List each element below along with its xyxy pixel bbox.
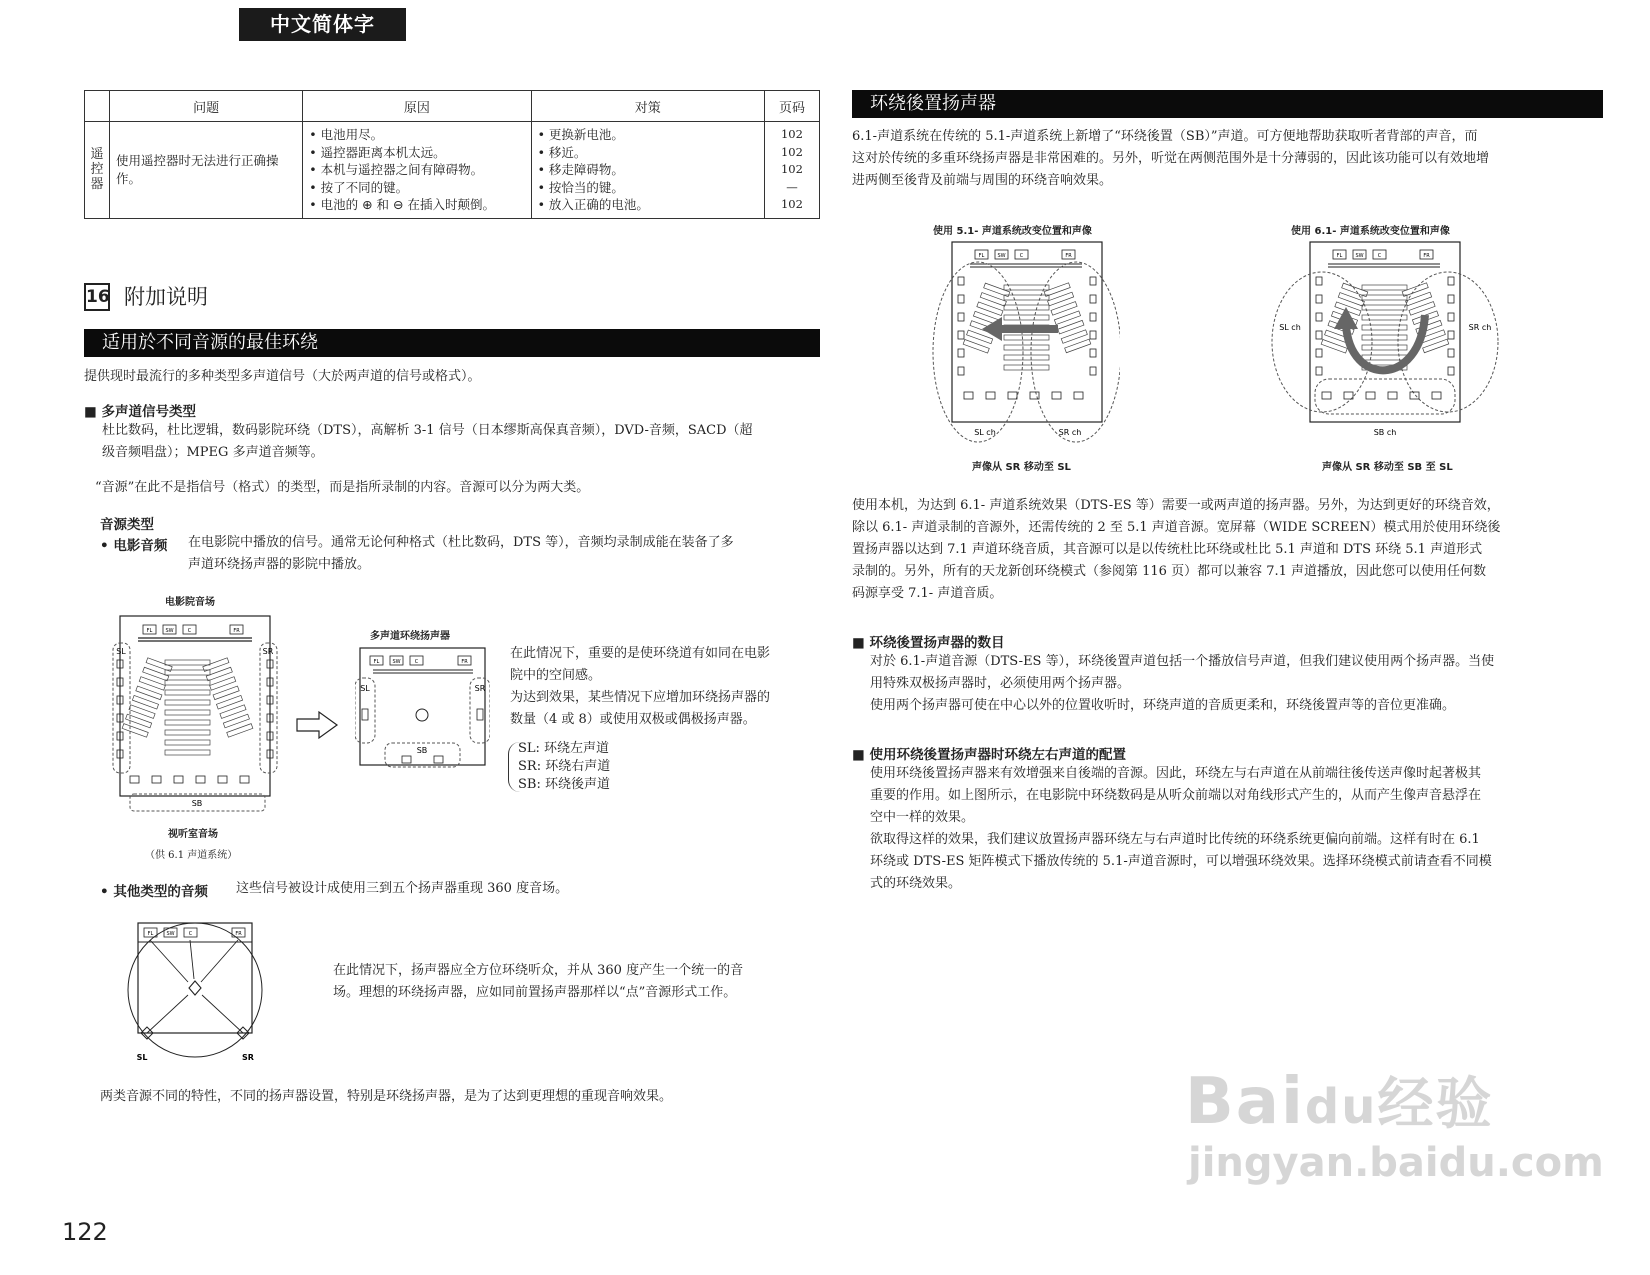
sl-label: SL bbox=[136, 1053, 148, 1062]
sr-label: SR bbox=[262, 647, 274, 656]
c-label: C bbox=[187, 628, 192, 634]
troubleshooting-table bbox=[84, 90, 820, 219]
sl-label: SL bbox=[360, 684, 370, 693]
cause-header: 原因 bbox=[303, 91, 531, 122]
sb-config-text: 使用环绕後置扬声器来有效增强来自後端的音源。因此，环绕左与右声道在从前端往後传送声像时起著极其 bbox=[870, 766, 1482, 781]
sb-paragraph: 这对於传统的多重环绕扬声器是非常困难的。另外，听觉在两侧范围外是十分薄弱的，因此该功能可以有效地增 bbox=[852, 151, 1490, 166]
watermark-brand: Bai bbox=[1185, 1065, 1305, 1139]
sr-label: SR bbox=[242, 1053, 254, 1062]
sb-count-text: 使用两个扬声器可使在中心以外的位置收听时，环绕声道的音质更柔和，环绕後置声等的音位更准确。 bbox=[870, 698, 1456, 713]
fl-label: FL bbox=[146, 628, 153, 634]
other-audio-text: 这些信号被设计成使用三到五个扬声器重现 360 度音场。 bbox=[236, 881, 569, 896]
multi-speaker-title: 多声道环绕扬声器 bbox=[370, 631, 450, 642]
movie-audio-label: • 电影音频 bbox=[100, 538, 168, 554]
fig1-title: 使用 5.1- 声道系统改变位置和声像 bbox=[933, 226, 1092, 237]
other-audio-label: • 其他类型的音频 bbox=[100, 884, 208, 900]
sb-paragraph: 除以 6.1- 声道录制的音源外，还需传统的 2 至 5.1 声道音源。宽屏幕（WIDE SCREEN）模式用於使用环绕後 bbox=[852, 520, 1501, 535]
sb-config-text: 重要的作用。如上图所示，在电影院中环绕数码是从听众前端以对角线形式产生的，从而产生像声音悬浮在 bbox=[870, 788, 1482, 803]
surround-back-bar: 环绕後置扬声器 bbox=[852, 90, 1603, 118]
sb-config-text: 欲取得这样的效果，我们建议放置扬声器环绕左与右声道时比传统的环绕系统更偏向前端。这样有时在 6.1 bbox=[870, 832, 1480, 847]
fl-label: FL bbox=[147, 931, 154, 937]
speaker-legend bbox=[518, 740, 610, 794]
sw-label: SW bbox=[392, 659, 401, 665]
fig1-caption: 声像从 SR 移动至 SL bbox=[972, 462, 1071, 473]
sb-config-heading: ■ 使用环绕後置扬声器时环绕左右声道的配置 bbox=[852, 747, 1126, 763]
measure-item: • 移走障碍物。 bbox=[537, 162, 624, 178]
measure-item: • 按恰当的键。 bbox=[537, 179, 624, 195]
sb-paragraph: 置扬声器以达到 7.1 声道环绕音质，其音源可以是以传统杜比环绕或杜比 5.1 声道和 DTS 环绕 5.1 声道形式 bbox=[852, 542, 1483, 557]
cinema-title: 电影院音场 bbox=[165, 597, 215, 608]
intro-text: 提供现时最流行的多种类型多声道信号（大於两声道的信号或格式）。 bbox=[84, 369, 481, 384]
language-tab: 中文简体字 bbox=[239, 8, 406, 41]
fig-51-diagram bbox=[930, 237, 1120, 447]
sb-ch-label: SB ch bbox=[1373, 428, 1397, 437]
measure-item: • 更换新电池。 bbox=[537, 127, 624, 142]
watermark-paw: du bbox=[1304, 1079, 1378, 1135]
sb-paragraph: 录制的。另外，所有的天龙新创环绕模式（参阅第 116 页）都可以兼容 7.1 声道播放，因此您可以使用任何数 bbox=[852, 564, 1487, 579]
sr-label: SR bbox=[474, 684, 486, 693]
legend-item: SB: 环绕後声道 bbox=[518, 777, 610, 792]
multichannel-line: 级音频唱盘）；MPEG 多声道音频等。 bbox=[102, 445, 324, 460]
cause-item: • 按了不同的键。 bbox=[309, 179, 409, 195]
sw-label: SW bbox=[1355, 253, 1364, 259]
cinema-desc: 院中的空间感。 bbox=[510, 668, 602, 683]
other-desc: 在此情况下，扬声器应全方位环绕听众，并从 360 度产生一个统一的音 bbox=[333, 963, 744, 978]
page-ref: — bbox=[786, 179, 798, 194]
fr-label: FR bbox=[1065, 253, 1072, 259]
section-number: 16 bbox=[84, 283, 110, 311]
sr-ch-label: SR ch bbox=[1468, 323, 1492, 332]
cause-item: • 本机与遥控器之间有障碍物。 bbox=[309, 162, 484, 178]
watermark-url: jingyan.baidu.com bbox=[1188, 1140, 1604, 1186]
problem-cell: 使用遥控器时无法进行正确操作。 bbox=[110, 122, 303, 219]
fr-label: FR bbox=[1423, 253, 1430, 259]
fig2-caption: 声像从 SR 移动至 SB 至 SL bbox=[1322, 462, 1453, 473]
sb-config-text: 式的环绕效果。 bbox=[870, 876, 962, 891]
multichannel-heading: ■ 多声道信号类型 bbox=[84, 404, 196, 420]
c-label: C bbox=[1377, 253, 1382, 259]
source-type-heading: 音源类型 bbox=[100, 517, 154, 533]
page-ref: 102 bbox=[780, 197, 803, 212]
fig2-title: 使用 6.1- 声道系统改变位置和声像 bbox=[1291, 226, 1450, 237]
conclusion-text: 两类音源不同的特性，不同的扬声器设置，特别是环绕扬声器，是为了达到更理想的重现音响效果。 bbox=[100, 1089, 673, 1104]
sl-ch-label: SL ch bbox=[1279, 323, 1301, 332]
cinema-diagram bbox=[110, 608, 280, 813]
cause-item: • 遥控器距离本机太远。 bbox=[309, 144, 446, 160]
sb-paragraph: 使用本机，为达到 6.1- 声道系统效果（DTS-ES 等）需要一或两声道的扬声器。另外，为达到更好的环绕音效， bbox=[852, 498, 1500, 513]
source-note: “音源”在此不是指信号（格式）的类型，而是指所录制的内容。音源可以分为两大类。 bbox=[95, 480, 590, 495]
cause-item: • 电池用尽。 bbox=[309, 127, 384, 142]
page-ref: 102 bbox=[780, 144, 803, 159]
watermark-service: 经验 bbox=[1377, 1072, 1494, 1137]
fr-label: FR bbox=[461, 659, 468, 665]
sb-config-text: 环绕或 DTS-ES 矩阵模式下播放传统的 5.1-声道音源时，可以增强环绕效果。选择环绕模式前请查看不同模 bbox=[870, 854, 1492, 869]
multichannel-line: 杜比数码，杜比逻辑，数码影院环绕（DTS），高解析 3-1 信号（日本缪斯高保真音频），DVD-音频，SACD（超 bbox=[102, 423, 753, 438]
movie-audio-text: 在电影院中播放的信号。通常无论何种格式（杜比数码，DTS 等），音频均录制成能在装备了多 bbox=[188, 535, 734, 550]
multi-speaker-diagram bbox=[355, 643, 490, 773]
fr-label: FR bbox=[235, 931, 242, 937]
category-cell: 遥控器 bbox=[85, 122, 110, 219]
sw-label: SW bbox=[165, 628, 174, 634]
sb-paragraph: 码源享受 7.1- 声道音质。 bbox=[852, 586, 1003, 601]
cause-cell bbox=[303, 122, 531, 219]
arrow-right-icon bbox=[295, 710, 340, 740]
room-subtitle: （供 6.1 声道系统） bbox=[145, 850, 238, 861]
measure-item: • 放入正确的电池。 bbox=[537, 197, 649, 213]
sb-count-text: 用特殊双极扬声器时，必须使用两个扬声器。 bbox=[870, 676, 1131, 691]
cinema-desc: 数量（4 或 8）或使用双极或偶极扬声器。 bbox=[510, 712, 756, 727]
category-header bbox=[85, 91, 110, 122]
sb-label: SB bbox=[191, 799, 203, 808]
other-desc: 场。理想的环绕扬声器，应如同前置扬声器那样以“点”音源形式工作。 bbox=[333, 985, 737, 1000]
c-label: C bbox=[1019, 253, 1024, 259]
legend-item: SR: 环绕右声道 bbox=[518, 759, 611, 774]
measure-header: 对策 bbox=[531, 91, 764, 122]
measure-item: • 移近。 bbox=[537, 144, 587, 160]
legend-item: SL: 环绕左声道 bbox=[518, 741, 610, 756]
movie-audio-text: 声道环绕扬声器的影院中播放。 bbox=[188, 557, 371, 572]
problem-header: 问题 bbox=[110, 91, 303, 122]
fig-61-diagram bbox=[1270, 237, 1500, 447]
fl-label: FL bbox=[373, 659, 380, 665]
fl-label: FL bbox=[978, 253, 985, 259]
baidu-watermark bbox=[1185, 1060, 1493, 1140]
c-label: C bbox=[414, 659, 419, 665]
cinema-desc: 在此情况下，重要的是使环绕道有如同在电影 bbox=[510, 646, 771, 661]
page-ref: 102 bbox=[780, 127, 803, 141]
sl-label: SL bbox=[116, 647, 126, 656]
cause-item: • 电池的 ⊕ 和 ⊖ 在插入时颠倒。 bbox=[309, 197, 495, 213]
sw-label: SW bbox=[997, 253, 1006, 259]
sw-label: SW bbox=[166, 931, 175, 937]
room-title: 视听室音场 bbox=[168, 829, 218, 840]
sound-field-diagram bbox=[120, 915, 275, 1070]
fl-label: FL bbox=[1336, 253, 1343, 259]
optimal-surround-bar: 适用於不同音源的最佳环绕 bbox=[84, 329, 820, 357]
page-number: 122 bbox=[62, 1218, 108, 1246]
sb-count-heading: ■ 环绕後置扬声器的数目 bbox=[852, 635, 1005, 651]
sb-paragraph: 6.1-声道系统在传统的 5.1-声道系统上新增了“环绕後置（SB）”声道。可方便地帮助获取听者背部的声音，而 bbox=[852, 129, 1478, 144]
cinema-desc: 为达到效果，某些情况下应增加环绕扬声器的 bbox=[510, 690, 771, 705]
fr-label: FR bbox=[233, 628, 240, 634]
sr-ch-label: SR ch bbox=[1058, 428, 1082, 437]
sb-label: SB bbox=[416, 746, 428, 755]
page-cell bbox=[764, 122, 819, 219]
c-label: C bbox=[188, 931, 193, 937]
sb-config-text: 空中一样的效果。 bbox=[870, 810, 975, 825]
sl-ch-label: SL ch bbox=[974, 428, 996, 437]
page-header: 页码 bbox=[764, 91, 819, 122]
sb-paragraph: 进两侧至後背及前端与周围的环绕音响效果。 bbox=[852, 173, 1113, 188]
table-row bbox=[85, 122, 820, 219]
page-ref: 102 bbox=[780, 162, 803, 177]
sb-count-text: 对於 6.1-声道音源（DTS-ES 等），环绕後置声道包括一个播放信号声道，但我们建议使用两个扬声器。当使 bbox=[870, 654, 1495, 669]
section-title: 附加说明 bbox=[124, 285, 208, 309]
measure-cell bbox=[531, 122, 764, 219]
